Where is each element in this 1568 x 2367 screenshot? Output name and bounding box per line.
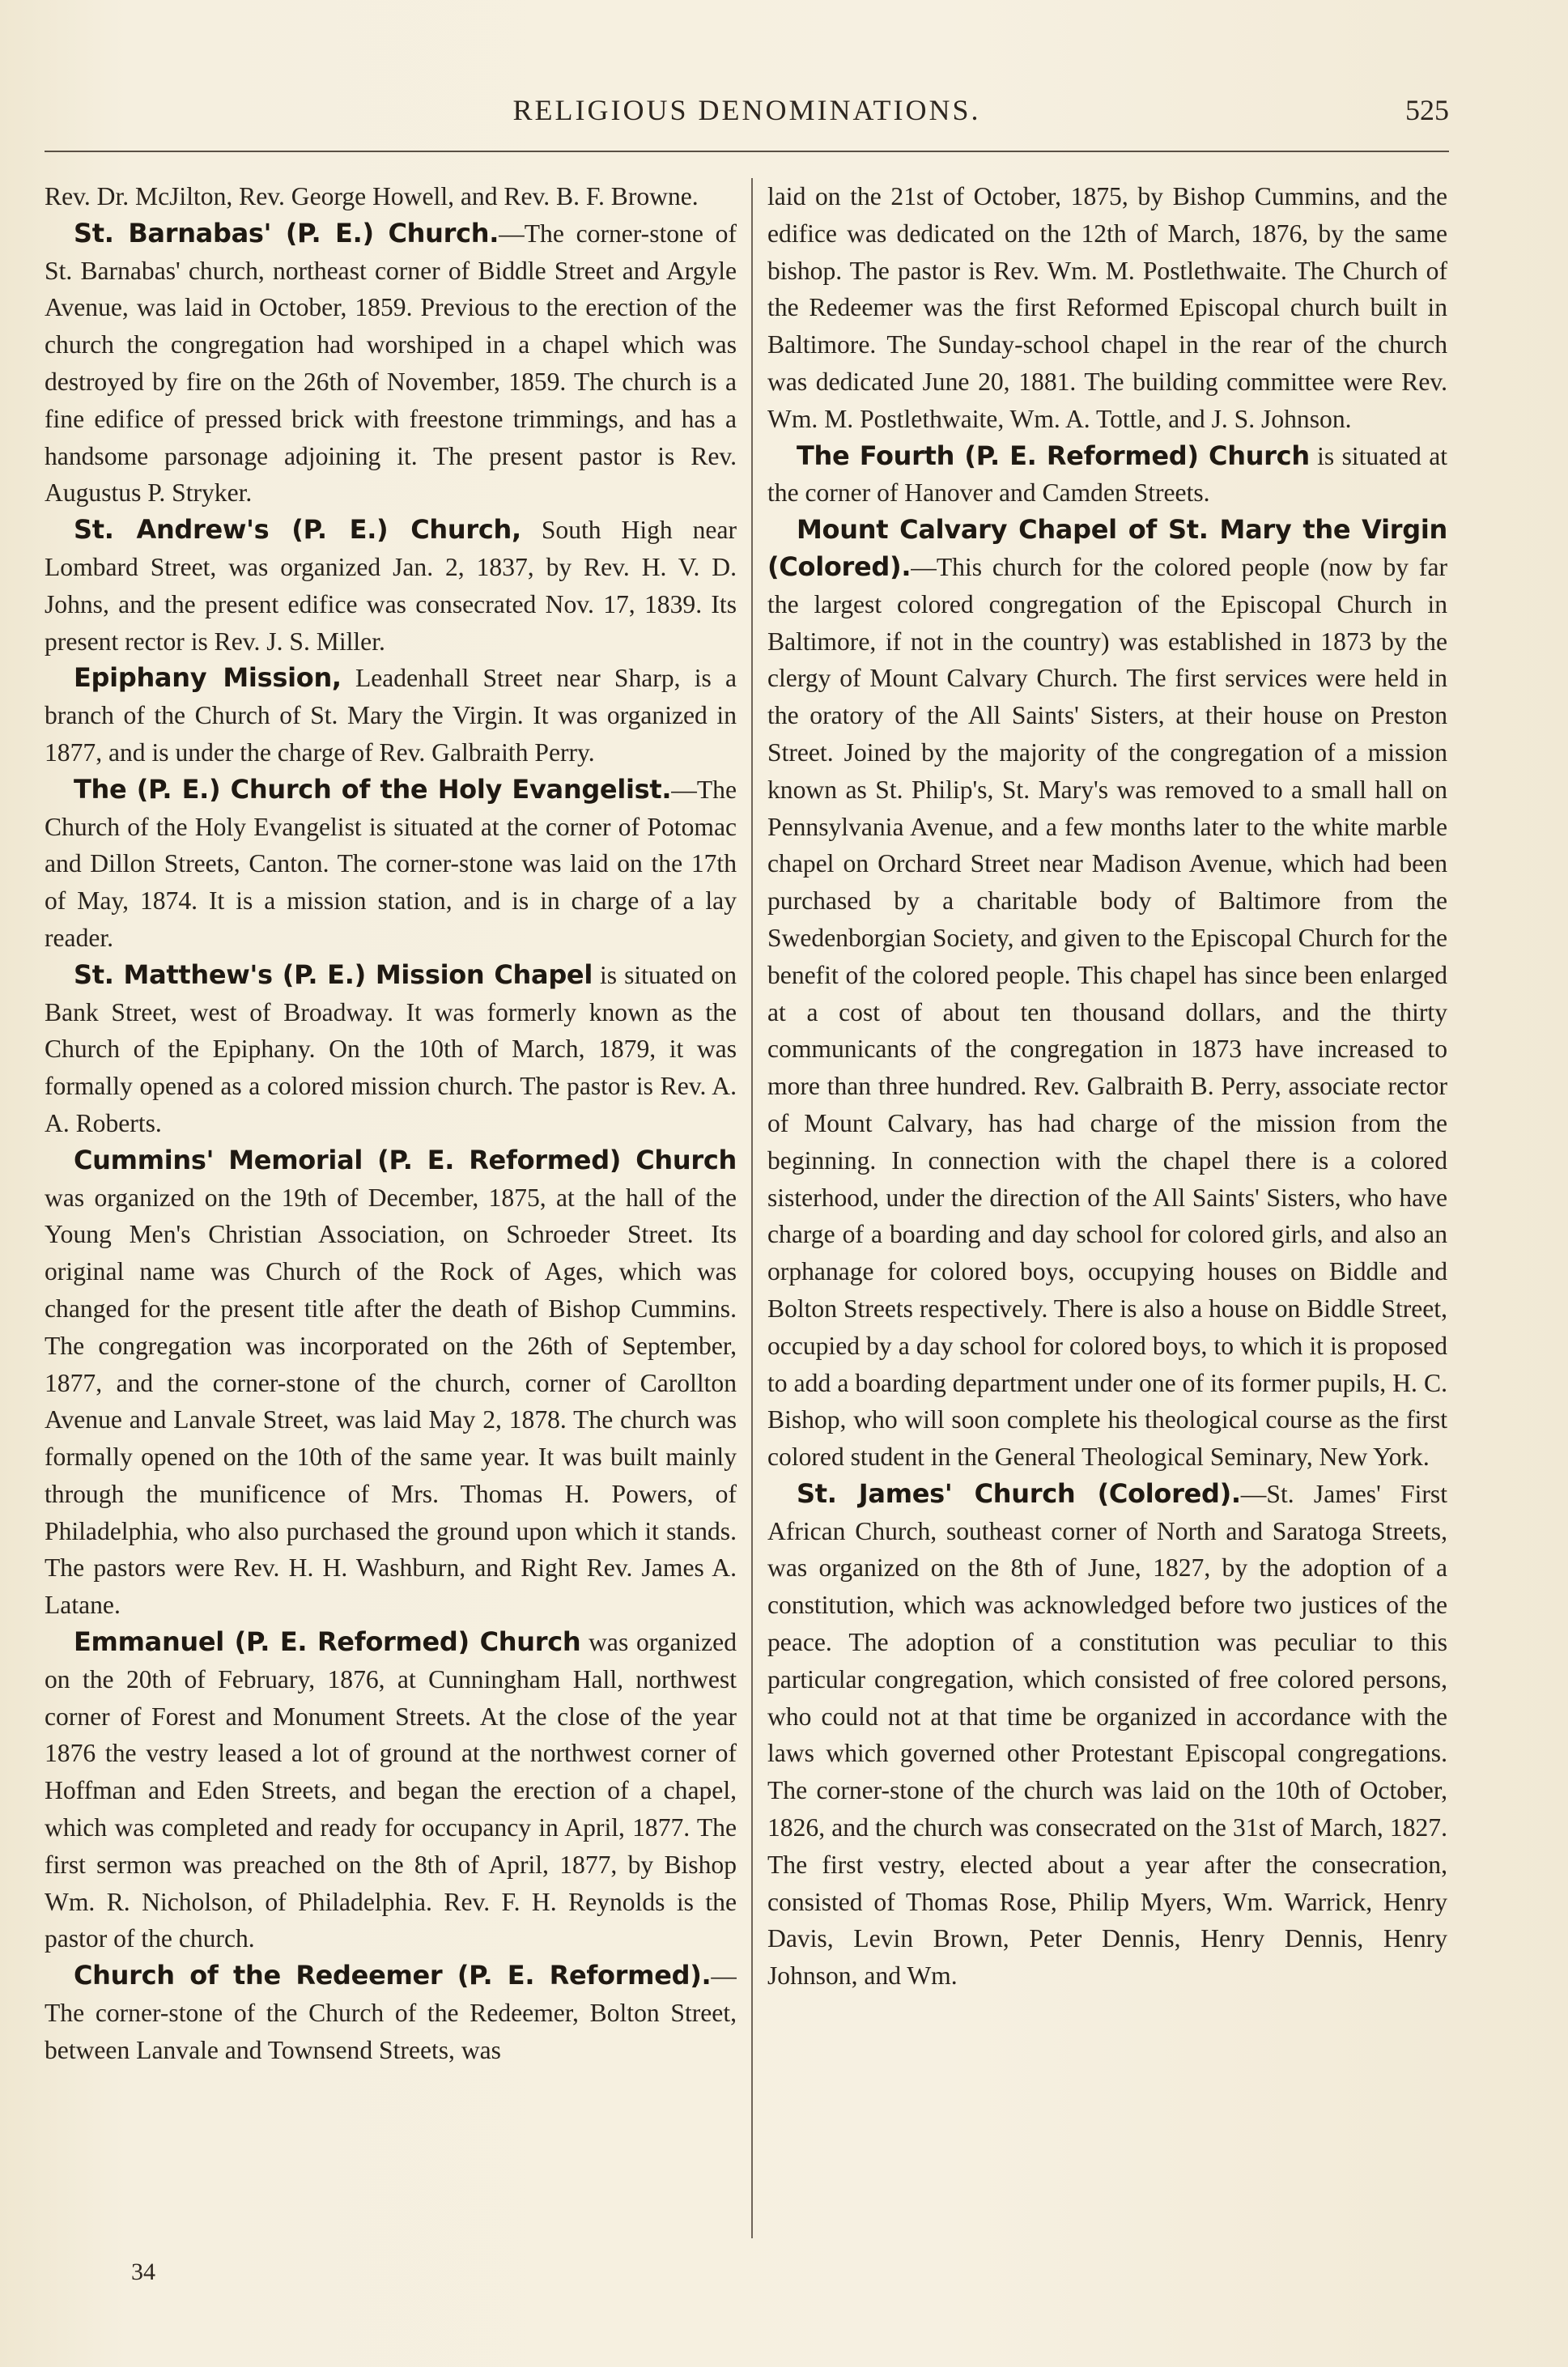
paragraph	[45, 1142, 737, 1624]
entry-heading: St. Andrew's (P. E.) Church,	[74, 514, 521, 546]
paragraph-text: Rev. Dr. McJilton, Rev. George Howell, and Rev. B. F. Browne.	[45, 182, 699, 210]
header-rule	[45, 151, 1449, 152]
paragraph-text: —The corner-stone of St. Barnabas' church, northeast corner of Biddle Street and Argyle Avenue, was laid in October, 1859. Previous to the erection of the church the congregation had worshiped in a chapel which was destroyed by fire on the 26th of November, 1859. The church is a fine edifice of pressed brick with freestone trimmings, and has a handsome parsonage adjoining it. The present pastor is Rev. Augustus P. Stryker.	[45, 219, 737, 508]
paragraph-text: was organized on the 20th of February, 1876, at Cunningham Hall, northwest corner of Forest and Monument Streets. At the close of the year 1876 the vestry leased a lot of ground at the northwest corner of Hoffman and Eden Streets, and began the erection of a chapel, which was completed and ready for occupancy in April, 1877. The first sermon was preached on the 8th of April, 1877, by Bishop Wm. R. Nicholson, of Philadelphia. Rev. F. H. Reynolds is the pastor of the church.	[45, 1628, 737, 1953]
paragraph	[767, 178, 1447, 438]
paragraph-text: laid on the 21st of October, 1875, by Bishop Cummins, and the edifice was dedicated on the 12th of March, 1876, by the same bishop. The pastor is Rev. Wm. M. Postlethwaite. The Church of the Redeemer was the first Reformed Episcopal church built in Baltimore. The Sunday-school chapel in the rear of the church was dedicated June 20, 1881. The building committee were Rev. Wm. M. Postlethwaite, Wm. A. Tottle, and J. S. Johnson.	[767, 182, 1447, 433]
paragraph-text: —The Church of the Holy Evangelist is situated at the corner of Potomac and Dillon Streets, Canton. The corner-stone was laid on the 17th of May, 1874. It is a mission station, and is in charge of a lay reader.	[45, 775, 737, 952]
entry-heading: The (P. E.) Church of the Holy Evangelist.	[74, 773, 672, 805]
paragraph	[45, 1624, 737, 1957]
paragraph-text: Leadenhall Street near Sharp, is a branch of the Church of St. Mary the Virgin. It was organized in 1877, and is under the charge of Rev. Galbraith Perry.	[45, 664, 737, 767]
running-head	[45, 93, 1449, 138]
paragraph	[767, 438, 1447, 512]
entry-heading: St. James' Church (Colored).	[797, 1477, 1241, 1509]
entry-heading: Mount Calvary Chapel of St. Mary the Virgin (Colored).	[767, 514, 1447, 582]
paragraph-text: is situated at the corner of Hanover and Camden Streets.	[767, 441, 1447, 508]
paragraph	[45, 771, 737, 957]
entry-heading: St. Matthew's (P. E.) Mission Chapel	[74, 958, 593, 990]
entry-heading: St. Barnabas' (P. E.) Church.	[74, 217, 499, 249]
paragraph	[45, 178, 737, 215]
paragraph-text: —This church for the colored people (now by far the largest colored congregation of the Episcopal Church in Baltimore, if not in the country) was established in 1873 by the clergy of Mount Calvary Church. The first services were held in the oratory of the All Saints' Sisters, at their house on Preston Street. Joined by the majority of the congregation of a mission known as St. Philip's, St. Mary's was removed to a small hall on Pennsylvania Avenue, and a few months later to the white marble chapel on Orchard Street near Madison Avenue, which had been purchased by a charitable body of Baltimore from the Swedenborgian Society, and given to the Episcopal Church for the benefit of the colored people. This chapel has since been enlarged at a cost of about ten thousand dollars, and the thirty communicants of the congregation in 1873 have increased to more than three hundred. Rev. Galbraith B. Perry, associate rector of Mount Calvary, has had charge of the mission from the beginning. In connection with the chapel there is a colored sisterhood, under the direction of the All Saints' Sisters, who have charge of a boarding and day school for colored girls, and also an orphanage for colored boys, occupying houses on Biddle and Bolton Streets respectively. There is also a house on Biddle Street, occupied by a day school for colored boys, to which it is proposed to add a boarding department under one of its former pupils, H. C. Bishop, who will soon complete his theological course as the first colored student in the General Theological Seminary, New York.	[767, 552, 1447, 1472]
paragraph-text: —St. James' First African Church, southeast corner of North and Saratoga Streets, was organized on the 8th of June, 1827, by the adoption of a constitution, which was acknowledged before two justices of the peace. The adoption of a constitution was peculiar to this particular congregation, which consisted of free colored persons, who could not at that time be organized in accordance with the laws which governed other Protestant Episcopal congregations. The corner-stone of the church was laid on the 10th of October, 1826, and the church was consecrated on the 31st of March, 1827. The first vestry, elected about a year after the consecration, consisted of Thomas Rose, Philip Myers, Wm. Warrick, Henry Davis, Levin Brown, Peter Dennis, Henry Dennis, Henry Johnson, and Wm.	[767, 1479, 1447, 1991]
entry-heading: The Fourth (P. E. Reformed) Church	[797, 440, 1310, 471]
left-column	[45, 178, 737, 2234]
paragraph	[45, 215, 737, 512]
right-column	[767, 178, 1447, 2234]
running-title: RELIGIOUS DENOMINATIONS.	[512, 94, 981, 126]
entry-heading: Church of the Redeemer (P. E. Reformed).	[74, 1960, 712, 1991]
paragraph	[45, 512, 737, 660]
paragraph	[45, 660, 737, 771]
paragraph-text: —The corner-stone of the Church of the Redeemer, Bolton Street, between Lanvale and Townsend Streets, was	[45, 1961, 737, 2064]
paragraph	[45, 957, 737, 1142]
column-divider	[751, 178, 753, 2238]
paragraph	[767, 512, 1447, 1476]
paragraph-text: South High near Lombard Street, was organized Jan. 2, 1837, by Rev. H. V. D. Johns, and the present edifice was consecrated Nov. 17, 1839. Its present rector is Rev. J. S. Miller.	[45, 516, 737, 656]
entry-heading: Cummins' Memorial (P. E. Reformed) Church	[74, 1144, 737, 1175]
paragraph-text: is situated on Bank Street, west of Broadway. It was formerly known as the Church of the Epiphany. On the 10th of March, 1879, it was formally opened as a colored mission church. The pastor is Rev. A. A. Roberts.	[45, 960, 737, 1137]
paragraph	[45, 1957, 737, 2068]
page-number: 525	[1405, 94, 1449, 126]
paragraph	[767, 1476, 1447, 1995]
entry-heading: Epiphany Mission,	[74, 662, 342, 694]
paragraph-text: was organized on the 19th of December, 1875, at the hall of the Young Men's Christian Association, on Schroeder Street. Its original name was Church of the Rock of Ages, which was changed for the present title after the death of Bishop Cummins. The congregation was incorporated on the 26th of September, 1877, and the corner-stone of the church, corner of Carollton Avenue and Lanvale Street, was laid May 2, 1878. The church was formally opened on the 10th of the same year. It was built mainly through the munificence of Mrs. Thomas H. Powers, of Philadelphia, who also purchased the ground upon which it stands. The pastors were Rev. H. H. Washburn, and Right Rev. James A. Latane.	[45, 1183, 737, 1620]
signature-mark: 34	[131, 2259, 155, 2285]
entry-heading: Emmanuel (P. E. Reformed) Church	[74, 1626, 581, 1658]
